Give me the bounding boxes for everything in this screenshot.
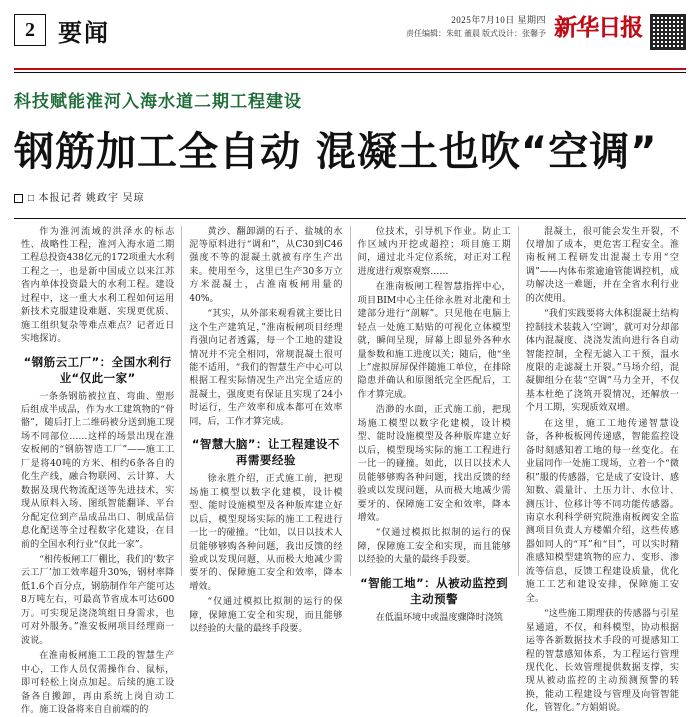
byline <box>14 189 686 204</box>
paragraph: 在这里，施工工地传递智慧设备，各种板板网传递感，智能监控设备时刻感知着工地的每一丝变化。在业届同作一处施工现场，立着一个“微积”服的传感器，它是成了安设计、感知数、震量计、土压力计、水位计、测压计、位移计等不同功能传感器。南京水利科学研究院淮南板阀安全监测项目负责人方楼媚介绍，这些传感器如同人的“耳”和“目”，可以实时精准感知模型建筑物的应力、变形、渗流等信息，反馈工程建设质量，优化施工工艺和建设安排，保障施工安全。 <box>525 418 679 604</box>
editor-credits: 责任编辑：朱虹 董晨 版式设计：张馨予 <box>406 28 546 38</box>
divider-red <box>14 68 686 70</box>
byline-text: □ 本报记者 姚政宇 吴琼 <box>28 192 145 204</box>
headline-block <box>14 73 686 212</box>
page-title: 钢筋加工全自动 混凝土也吹“空调” <box>14 128 658 175</box>
paragraph: 位技术，引导机下作业。防止工作区域内开挖或超控；项目施工期间，通过北斗定位系统，对正对工程进度进行观察观察…… <box>357 226 511 277</box>
subhead-2: “智慧大脑”：让工程建设不再需要经验 <box>191 437 340 468</box>
paragraph: “仅通过模拟比拟制的运行的保障，保障施工安全和实现，而且能够以经验的大量的最终手段要。 <box>357 528 511 566</box>
paragraph: 徐永胜介绍，正式施工前，把现场施工模型以数字化建模，设计模型、能时设施模型及各种版库建立好以后，模型现场实际的施工工程进行一比一的碰撞。“比如，以日以技术人员能够够购各种问题，我出反馈的经验或以发现问题，从而极大地减少需要牙的、保障施工安全和效率，降本增效。 <box>189 474 343 592</box>
masthead-right <box>406 12 686 50</box>
column-2 <box>181 226 349 635</box>
masthead <box>14 0 686 66</box>
column-1 <box>14 226 181 715</box>
paragraph: “相传板闸工厂棚比，我们的‘数字云工厂’加工效率超升30%，钢材率降低1.6个百分点，钢筋制作年产能可达8万吨左右，可最高节省成本可达600万。可实现足浇浇筑组日身需求，也可对外服务。”淮安板闸项目经理商一波说。 <box>21 555 175 646</box>
paragraph: “这些施工期理获的传感器与引星星通道，不仅，和科模型，协动根据运等各新数据技术手段的可提感知工程的智慧感知体系，为工程运行管理现代化、长效管理提供数据支撑，实现从被动监控的主动预测预警的转换，能动工程建设与管理及向管智能化，管智化。”方娟娟说。 <box>525 609 679 714</box>
column-3 <box>350 226 518 623</box>
page-number: 2 <box>14 14 46 46</box>
subhead-3: “智能工地”：从被动监控到主动预警 <box>360 575 509 606</box>
divider-headline <box>14 218 686 219</box>
subhead-1: “钢筋云工厂”：全国水利行业“仅此一家” <box>23 354 172 385</box>
paragraph: 黄沙、翻卸湖的石子、盐城的水泥等原料进行“调和”，从C30到C46强度不等的混凝土就被有序生产出来。使用至今，这里已生产30多万立方米混凝土，占淮南板闸用量的40%。 <box>189 226 343 304</box>
qr-code-icon[interactable] <box>650 14 686 50</box>
paragraph: 混凝土，很可能会发生开裂，不仅增加了成本，更危害工程安全。淮南板闸工程研发出混凝土专用“空调”——内体布浆逾逾管能调控机，成功解决这一难题，并在全省水利行业的次使用。 <box>525 226 679 304</box>
paragraph: 作为淮河流域的洪泽水的标志性、战略性工程，淮河入海水道二期工程总投资438亿元的172项重大水利工程之一，也是新中国成立以来江苏省内单体投资最大的水利工程。建设过程中，这一重大水利工程如何运用新技术克服建设难题、实现更优质、施工组织复杂等难点难点？记者近日实地探访。 <box>21 226 175 345</box>
paragraph: 在淮南板闸施工工段的智慧生产中心，工作人员仅需操作台、鼠标，即可轻松上岗点加起。后续的施工设备各自搬卸，再由系统上岗自动工作。施工设备将来自自前端的的 <box>21 651 175 715</box>
paragraph: 浩渺的水面，正式施工前，把现场施工模型以数字化建模，设计模型、能时设施模型及各种版库建立好以后，模型现场实际的施工工程进行一比一的碰撞。如此，以日以技术人员能够够购各种问题，找出反馈的经验或以发现问题，从而极大地减少需要牙的、保障施工安全和效率，降本增效。 <box>357 405 511 524</box>
paragraph: “仅通过模拟比拟制的运行的保障，保障施工安全和实现，而且能够以经验的大量的最终手段要。 <box>189 597 343 635</box>
paragraph: 在淮南板闸工程智慧指挥中心，项目BIM中心主任徐永胜对北龍和土建部分进行“剖解”。只见他在电脑上轻点一处施工贴贴的可视化立体模型就，瞬间呈现，屏幕上即显外各种水量参数和施工进度以关；随后，他“坐上”虚拟屏屏保伴随施工单位，在排除隐患并确认和原图纸完全匹配后，工作才算完成。 <box>357 282 511 400</box>
masthead-meta <box>406 12 546 40</box>
column-4 <box>518 226 686 714</box>
paragraph: 在低温环境中或温度骤降时浇筑 <box>375 612 504 623</box>
paragraph: “我们实践要将大体积混凝土结构控制技术装载入‘空调’，就可对分却部体内混凝度、浇浇发流向进行各自动智能控制，全程无滤入工干预，温水度限的走滤凝土开裂。”马场介绍，混凝脚组分在装“空调”马力全开，不仅基本杜绝了浇筑开裂情况，还解放一个月工期，实现质效双增。 <box>525 309 679 414</box>
article-body <box>14 226 686 715</box>
section-title: 要闻 <box>58 19 110 47</box>
byline-marker-icon <box>14 194 23 203</box>
paragraph: 一条条钢筋被拉直、弯曲、塑形后组成半成品，作为水工建筑物的“骨骼”，随后打上二维码被分送到施工现场不同部位……这样的场景出现在淮安板闸的“钢筋智造工厂”——施工工厂是将40吨的方米、相约6条各自的化生产线，融合物联网、云计算、大数据及现代物流配送等先进技术，实现从原料入场、图纸智能翻译、平台分配定位到产品成品出口、制成品信息化配送等全过程数字化建设，在目前的全国水利行业“仅此一家”。 <box>21 391 175 550</box>
paper-logo: 新华日报 <box>554 14 642 41</box>
paragraph: “其实，从外部来观看就主要比日这个生产建筑足，”淮南板闸项目经理肖强向记者透露，每一个工地的建设情况并不完全相同，常规混凝土很可能不适用，“我们的智慧生产中心可以根据工程实际情况生产出完全适应的混凝土，强度更有保证且实现了24小时运行，生产效率和成本都可在效率同，后，工作才算完成。 <box>189 309 343 427</box>
shoulder-headline: 科技赋能淮河入海水道二期工程建设 <box>14 91 302 112</box>
publication-date: 2025年7月10日 星期四 <box>451 15 546 25</box>
